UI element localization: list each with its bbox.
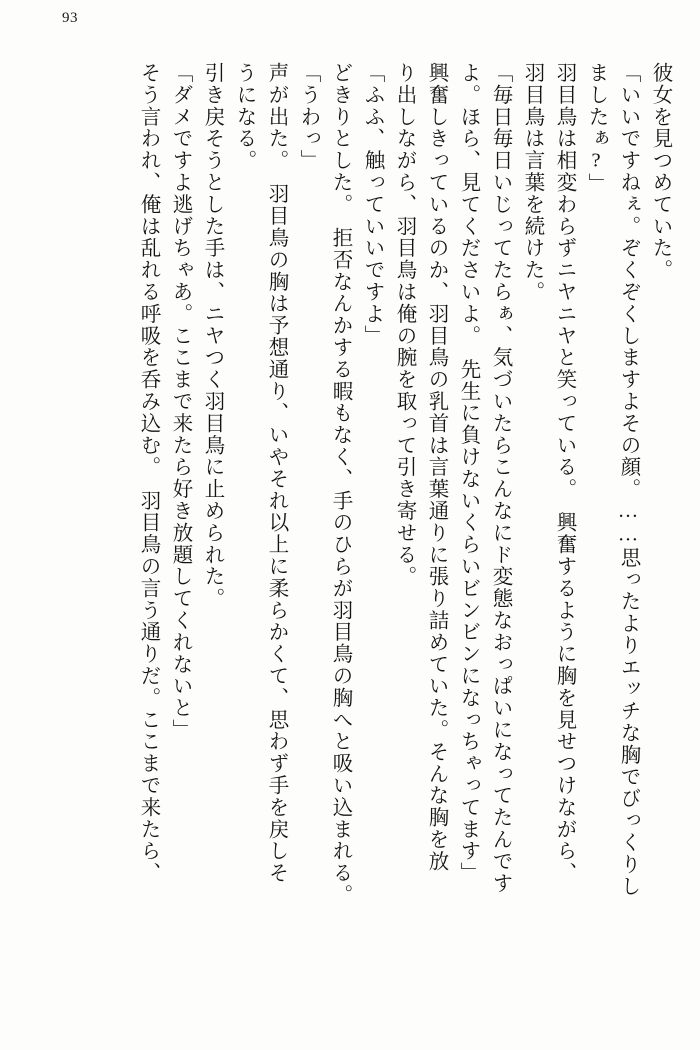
text-line: 彼女を見つめていた。	[649, 62, 671, 281]
text-line: 羽目鳥は言葉を続けた。	[521, 62, 543, 303]
text-line: ましたぁ?」	[585, 62, 607, 195]
text-line: どきりとした。 拒否なんかする暇もなく、手のひらが羽目鳥の胸へと吸い込まれる。	[329, 62, 351, 906]
text-line: 引き戻そうとした手は、ニヤつく羽目鳥に止められた。	[201, 62, 223, 610]
text-line: 羽目鳥は相変わらずニヤニヤと笑っている。 興奮するように胸を見せつけながら、	[553, 62, 575, 884]
text-line: 興奮しきっているのか、羽目鳥の乳首は言葉通りに張り詰めていた。そんな胸を放	[425, 62, 447, 873]
text-line: 「ふふ、触っていいですよ」	[361, 62, 383, 347]
text-line: 「毎日毎日いじってたらぁ、気づいたらこんなにド変態なおっぱいになってたんです	[489, 62, 511, 895]
text-line: 「いいですねぇ。ぞくぞくしますよその顔。……思ったよりエッチな胸でびっくりし	[617, 62, 639, 898]
text-line: 声が出た。 羽目鳥の胸は予想通り、いやそれ以上に柔らかくて、思わず手を戻しそ	[265, 62, 287, 884]
text-line: 「ダメですよ逃げちゃあ。ここまで来たら好き放題してくれないと」	[169, 62, 191, 741]
text-line: 「うわっ」	[297, 62, 319, 172]
page-number: 93	[62, 10, 78, 26]
text-line: うになる。	[233, 62, 255, 172]
text-line: そう言われ、俺は乱れる呼吸を呑み込む。 羽目鳥の言う通りだ。ここまで来たら、	[137, 62, 159, 884]
text-line: よ。ほら、見てくださいよ。 先生に負けないくらいビンビンになっちゃってます」	[457, 62, 479, 884]
text-line: り出しながら、羽目鳥は俺の腕を取って引き寄せる。	[393, 62, 415, 588]
vertical-text-body	[24, 62, 670, 1022]
